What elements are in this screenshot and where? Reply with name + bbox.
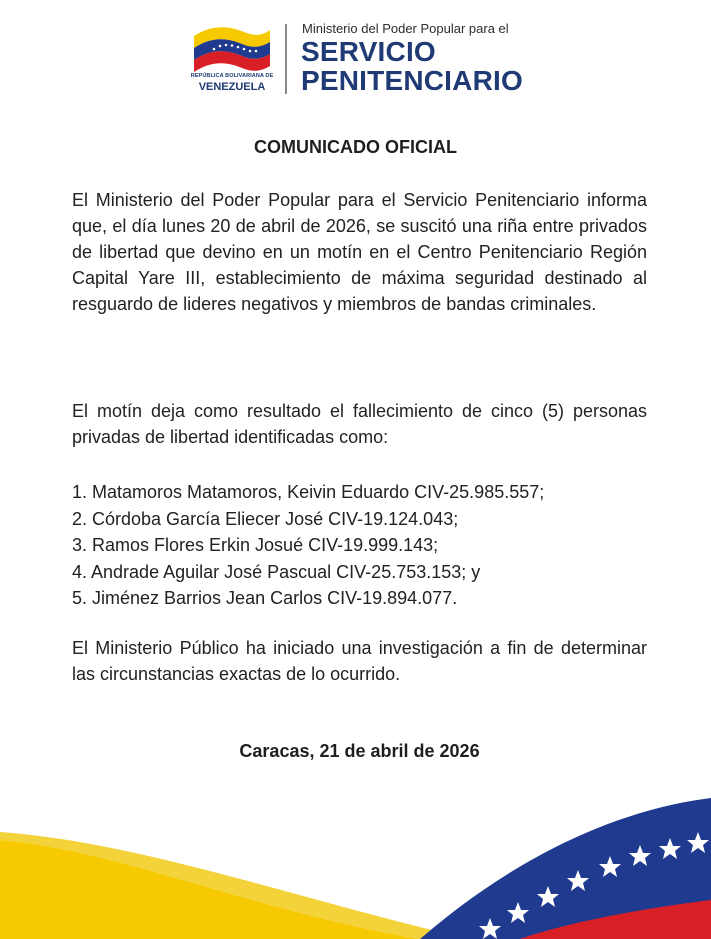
ministry-label: Ministerio del Poder Popular para el — [302, 21, 509, 36]
header-divider — [285, 24, 287, 94]
service-title-line1: SERVICIO — [301, 36, 436, 67]
paragraph-result: El motín deja como resultado el fallecimiento de cinco (5) personas privadas de libertad identificadas como: — [72, 401, 647, 447]
paragraph-incident: El Ministerio del Poder Popular para el Servicio Penitenciario informa que, el día lunes 20 de abril de 2026, se suscitó una riña entre privados de libertad que devino en un motín en el Centro Penitenciario Región Capital Yare III, establecimiento de máxima seguridad destinado al resguardo de lideres negativos y miembros de bandas criminales. — [72, 190, 647, 314]
list-item: 5. Jiménez Barrios Jean Carlos CIV-19.894.077. — [72, 588, 458, 608]
victims-list — [72, 479, 662, 612]
list-item: 4. Andrade Aguilar José Pascual CIV-25.753.153; y — [72, 561, 481, 582]
republic-label-venezuela: VENEZUELA — [198, 81, 266, 93]
letterhead — [0, 0, 711, 110]
flag-wave-footer — [0, 780, 711, 939]
service-title-line2: PENITENCIARIO — [301, 65, 523, 96]
list-item: 2. Córdoba García Eliecer José CIV-19.124.043; — [72, 508, 459, 529]
list-item: 1. Matamoros Matamoros, Keivin Eduardo CIV-25.985.557; — [72, 482, 545, 502]
republic-label-small: REPÚBLICA BOLIVARIANA DE — [190, 73, 274, 79]
list-item: 3. Ramos Flores Erkin Josué CIV-19.999.143; — [72, 535, 439, 555]
document-title: COMUNICADO OFICIAL — [254, 137, 457, 157]
place-date: Caracas, 21 de abril de 2026 — [239, 741, 480, 761]
paragraph-investigation: El Ministerio Público ha iniciado una investigación a fin de determinar las circunstancias exactas de lo ocurrido. — [72, 638, 647, 684]
